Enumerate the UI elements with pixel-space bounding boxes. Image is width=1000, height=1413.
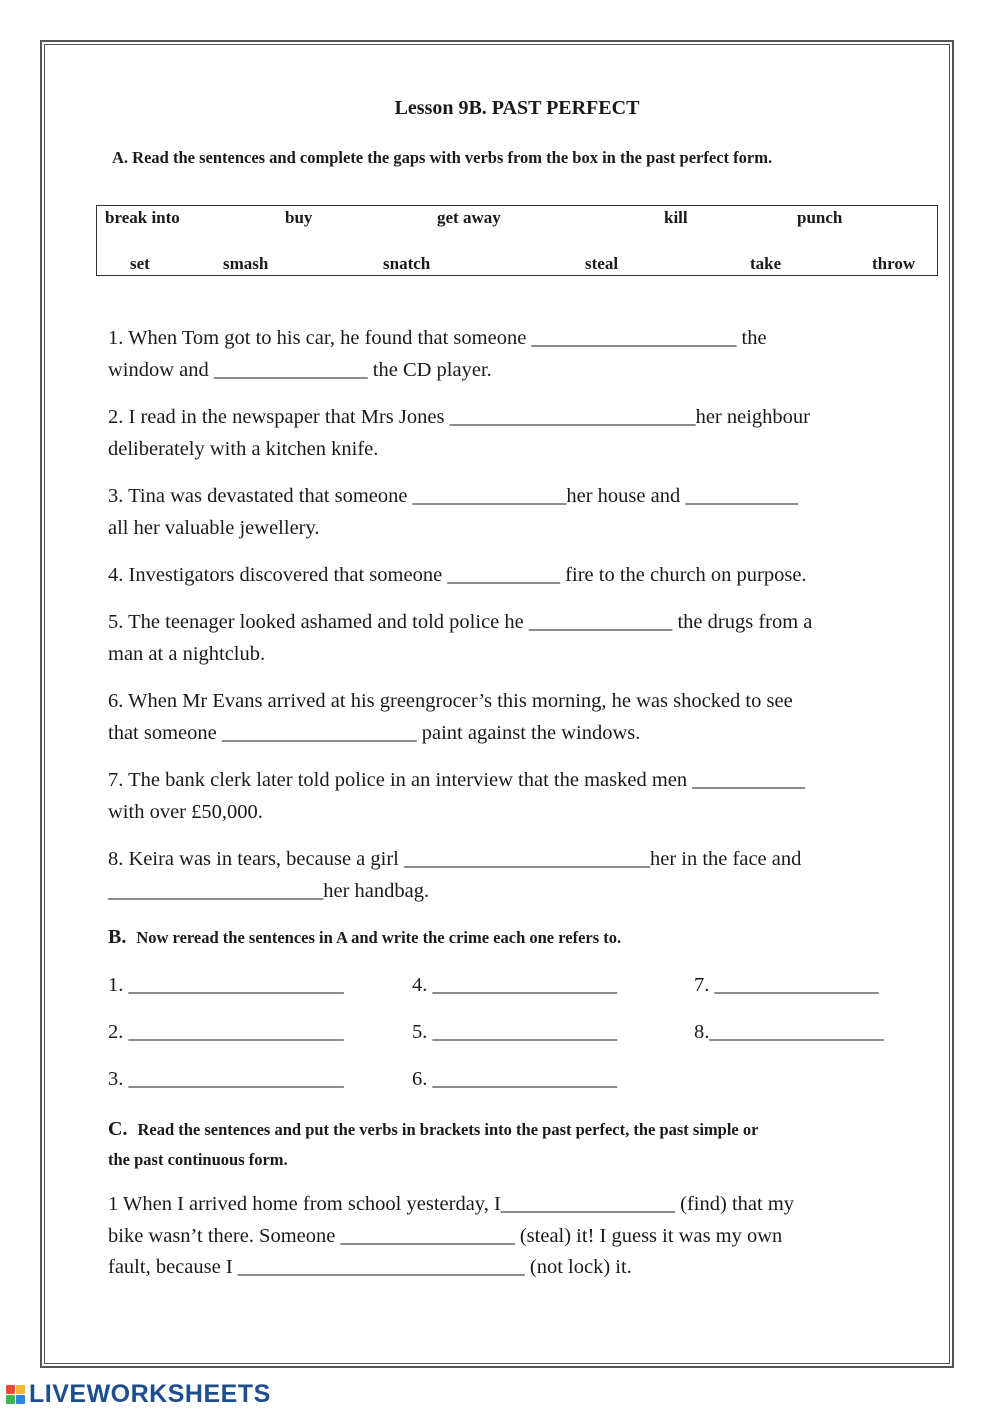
liveworksheets-icon <box>6 1385 25 1404</box>
word-box-item: punch <box>797 208 843 227</box>
word-box-item: smash <box>223 254 269 273</box>
sentence-6[interactable]: 6. When Mr Evans arrived at his greengrocer’s this morning, he was shocked to see that someone ___________________ paint against the windows. <box>108 690 793 744</box>
liveworksheets-logo <box>6 1380 271 1409</box>
crime-answer-2[interactable]: 2. _____________________ <box>108 1021 344 1043</box>
section-b-heading: B. Now reread the sentences in A and write the crime each one refers to. <box>108 926 622 948</box>
sentence-1[interactable]: 1. When Tom got to his car, he found that someone ____________________ the window and _______________ the CD player. <box>108 327 767 381</box>
crime-answer-5[interactable]: 5. __________________ <box>412 1021 617 1043</box>
word-box <box>96 205 938 276</box>
section-c-heading: C. Read the sentences and put the verbs in brackets into the past perfect, the past simple or <box>108 1118 759 1140</box>
crime-answer-8[interactable]: 8._________________ <box>694 1021 884 1043</box>
word-box-item: steal <box>585 254 619 273</box>
sentence-3[interactable]: 3. Tina was devastated that someone _______________her house and ___________ all her valuable jewellery. <box>108 485 799 539</box>
section-c-instruction-line2: the past continuous form. <box>108 1150 288 1169</box>
sentence-8[interactable]: 8. Keira was in tears, because a girl ________________________her in the face and _____________________her handbag. <box>108 848 802 902</box>
page-title: Lesson 9B. PAST PERFECT <box>394 97 640 119</box>
crime-answer-1[interactable]: 1. _____________________ <box>108 974 344 996</box>
crime-answer-3[interactable]: 3. _____________________ <box>108 1068 344 1090</box>
word-box-item: throw <box>872 254 916 273</box>
crime-answer-7[interactable]: 7. ________________ <box>694 974 879 996</box>
word-box-item: snatch <box>383 254 431 273</box>
crime-answer-4[interactable]: 4. __________________ <box>412 974 617 996</box>
section-a-instruction: A. Read the sentences and complete the gaps with verbs from the box in the past perfect form. <box>112 148 773 167</box>
sentence-2[interactable]: 2. I read in the newspaper that Mrs Jones ________________________her neighbour deliberately with a kitchen knife. <box>108 406 810 460</box>
sentence-5[interactable]: 5. The teenager looked ashamed and told police he ______________ the drugs from a man at a nightclub. <box>108 611 813 665</box>
word-box-item: get away <box>437 208 501 227</box>
sentence-7[interactable]: 7. The bank clerk later told police in an interview that the masked men ___________ with over £50,000. <box>108 769 805 823</box>
crime-answer-6[interactable]: 6. __________________ <box>412 1068 617 1090</box>
sentence-4[interactable]: 4. Investigators discovered that someone ___________ fire to the church on purpose. <box>108 564 807 586</box>
brand-name: LIVEWORKSHEETS <box>29 1380 271 1408</box>
word-box-item: break into <box>105 208 180 227</box>
word-box-item: set <box>130 254 150 273</box>
word-box-item: buy <box>285 208 313 227</box>
word-box-item: take <box>750 254 782 273</box>
section-c-paragraph[interactable]: 1 When I arrived home from school yesterday, I_________________ (find) that my bike wasn’t there. Someone _________________ (steal) it! I guess it was my own fault, because I ____________________________ (not lock) it. <box>108 1193 795 1278</box>
word-box-item: kill <box>664 208 688 227</box>
